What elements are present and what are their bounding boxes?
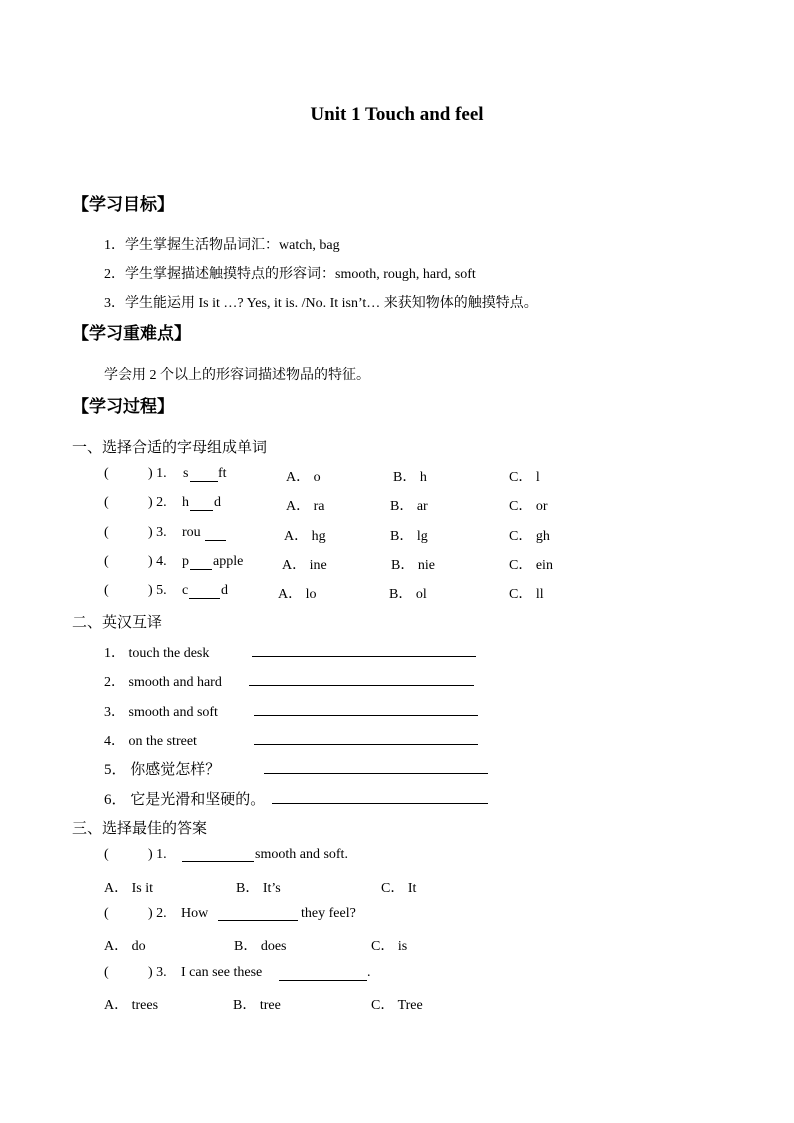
process-heading: 【学习过程】 <box>72 397 174 416</box>
answer-blank[interactable] <box>190 569 212 570</box>
translation-item: 6． 它是光滑和坚硬的。 <box>104 792 266 808</box>
option-c: C． It <box>381 881 417 896</box>
paren-open: ( <box>104 965 109 980</box>
answer-blank[interactable] <box>205 540 226 541</box>
question-number: ) 1. <box>148 466 167 481</box>
paren-open: ( <box>104 525 109 540</box>
question-number: ) 1. <box>148 847 167 862</box>
option-b: B． h <box>393 470 427 485</box>
option-b: B． lg <box>390 529 428 544</box>
page-title: Unit 1 Touch and feel <box>310 104 484 125</box>
question-text: they feel? <box>301 906 356 921</box>
option-a: A． ine <box>282 558 327 573</box>
option-a: A． ra <box>286 499 325 514</box>
option-b: B． does <box>234 939 287 954</box>
option-b: B． ol <box>389 587 427 602</box>
paren-open: ( <box>104 906 109 921</box>
translation-answer-line[interactable] <box>254 744 478 745</box>
word-suffix: apple <box>213 554 244 569</box>
option-a: A． lo <box>278 587 317 602</box>
word-prefix: p <box>182 554 189 569</box>
option-a: A． hg <box>284 529 326 544</box>
question-text-start: How <box>181 906 209 921</box>
question-number: ) 4. <box>148 554 167 569</box>
translation-answer-line[interactable] <box>254 715 478 716</box>
translation-answer-line[interactable] <box>272 803 488 804</box>
option-b: B． It’s <box>236 881 281 896</box>
translation-answer-line[interactable] <box>264 773 488 774</box>
option-a: A． do <box>104 939 146 954</box>
word-prefix: rou <box>182 525 201 540</box>
word-prefix: c <box>182 583 189 598</box>
option-a: A． trees <box>104 998 159 1013</box>
option-c: C． or <box>509 499 548 514</box>
option-c: C． gh <box>509 529 550 544</box>
paren-open: ( <box>104 466 109 481</box>
part2-heading: 二、英汉互译 <box>72 615 163 631</box>
translation-item: 4． on the street <box>104 734 197 749</box>
option-b: B． tree <box>233 998 281 1013</box>
option-b: B． ar <box>390 499 428 514</box>
part3-heading: 三、选择最佳的答案 <box>72 821 208 837</box>
answer-blank[interactable] <box>189 598 220 599</box>
translation-item: 3． smooth and soft <box>104 705 218 720</box>
question-number: ) 2. <box>148 906 167 921</box>
translation-answer-line[interactable] <box>249 685 474 686</box>
translation-item: 1． touch the desk <box>104 646 210 661</box>
word-suffix: d <box>214 495 221 510</box>
paren-open: ( <box>104 554 109 569</box>
option-c: C． l <box>509 470 540 485</box>
question-number: ) 3. <box>148 525 167 540</box>
word-suffix: ft <box>218 466 227 481</box>
part1-heading: 一、选择合适的字母组成单词 <box>72 440 268 456</box>
answer-blank[interactable] <box>190 481 218 482</box>
option-c: C． ein <box>509 558 553 573</box>
paren-open: ( <box>104 847 109 862</box>
word-prefix: s <box>183 466 189 481</box>
answer-blank[interactable] <box>218 920 298 921</box>
question-text: . <box>367 965 371 980</box>
answer-blank[interactable] <box>190 510 213 511</box>
translation-item: 2． smooth and hard <box>104 675 222 690</box>
word-suffix: d <box>221 583 228 598</box>
option-c: C． ll <box>509 587 544 602</box>
option-c: C． is <box>371 939 408 954</box>
key-points-text: 学会用 2 个以上的形容词描述物品的特征。 <box>104 368 370 383</box>
paren-open: ( <box>104 495 109 510</box>
answer-blank[interactable] <box>279 980 367 981</box>
objective-item-3: 3．学生能运用 Is it …? Yes, it is. /No. It isn’t… 来获知物体的触摸特点。 <box>104 296 538 311</box>
option-c: C． Tree <box>371 998 423 1013</box>
key-points-heading: 【学习重难点】 <box>72 324 191 343</box>
objective-item-1: 1．学生掌握生活物品词汇：watch, bag <box>104 238 340 253</box>
option-b: B． nie <box>391 558 435 573</box>
question-number: ) 5. <box>148 583 167 598</box>
option-a: A． Is it <box>104 881 153 896</box>
question-text: smooth and soft. <box>255 847 348 862</box>
objective-item-2: 2．学生掌握描述触摸特点的形容词：smooth, rough, hard, soft <box>104 267 476 282</box>
word-prefix: h <box>182 495 189 510</box>
translation-item: 5． 你感觉怎样？ <box>104 762 221 778</box>
translation-answer-line[interactable] <box>252 656 476 657</box>
answer-blank[interactable] <box>182 861 254 862</box>
paren-open: ( <box>104 583 109 598</box>
option-a: A． o <box>286 470 321 485</box>
objectives-heading: 【学习目标】 <box>72 195 174 214</box>
question-number: ) 2. <box>148 495 167 510</box>
question-number: ) 3. <box>148 965 167 980</box>
question-text-start: I can see these <box>181 965 263 980</box>
